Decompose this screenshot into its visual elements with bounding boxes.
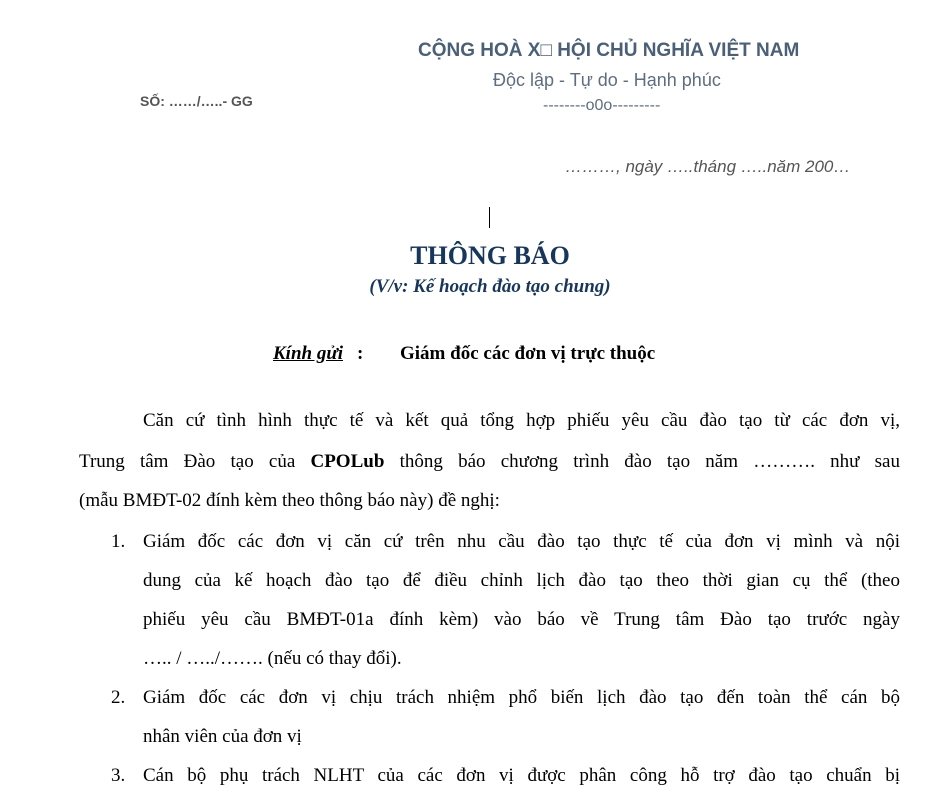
national-motto: Độc lập - Tự do - Hạnh phúc bbox=[493, 70, 721, 90]
document-subtitle: (V/v: Kế hoạch đào tạo chung) bbox=[369, 276, 611, 297]
list-item-line: Giám đốc các đơn vị căn cứ trên nhu cầu đào tạo thực tế của đơn vị mình và nội bbox=[143, 531, 900, 552]
list-item-line: Giám đốc các đơn vị chịu trách nhiệm phổ biến lịch đào tạo đến toàn thể cán bộ bbox=[143, 687, 900, 708]
list-item-line: nhân viên của đơn vị bbox=[143, 726, 302, 747]
date-line: ………, ngày …..tháng …..năm 200… bbox=[565, 157, 851, 176]
addressee-colon: : bbox=[357, 343, 364, 364]
list-item-line: ….. / …../……. (nếu có thay đổi). bbox=[143, 648, 402, 669]
list-item-line: Cán bộ phụ trách NLHT của các đơn vị được phân công hỗ trợ đào tạo chuẩn bị bbox=[143, 765, 900, 786]
company-name: CPOLub bbox=[310, 451, 385, 472]
list-item-line: phiếu yêu cầu BMĐT-01a đính kèm) vào báo về Trung tâm Đào tạo trước ngày bbox=[143, 609, 900, 630]
intro-line-1: Căn cứ tình hình thực tế và kết quả tổng hợp phiếu yêu cầu đào tạo từ các đơn vị, bbox=[143, 410, 900, 431]
addressee-recipient: Giám đốc các đơn vị trực thuộc bbox=[400, 343, 656, 364]
list-item-line: dung của kế hoạch đào tạo để điều chỉnh lịch đào tạo theo thời gian cụ thể (theo bbox=[143, 570, 900, 591]
intro-line-2-end: thông báo chương trình đào tạo năm ………. như sau bbox=[384, 451, 900, 472]
intro-line-2-start: Trung tâm Đào tạo của bbox=[79, 451, 311, 472]
header-separator: --------o0o--------- bbox=[543, 97, 661, 114]
list-item-number: 2. bbox=[111, 687, 126, 708]
intro-line-2 bbox=[79, 451, 900, 473]
text-cursor bbox=[489, 207, 490, 228]
list-item-number: 1. bbox=[111, 531, 126, 552]
list-item-number: 3. bbox=[111, 765, 126, 786]
document-title: THÔNG BÁO bbox=[410, 241, 570, 270]
addressee-label: Kính gửi bbox=[273, 343, 343, 364]
national-title: CỘNG HOÀ X□ HỘI CHỦ NGHĨA VIỆT NAM bbox=[418, 40, 800, 61]
document-number: SỐ: ……/…..- GG bbox=[140, 93, 253, 109]
intro-line-3: (mẫu BMĐT-02 đính kèm theo thông báo này) đề nghị: bbox=[79, 490, 500, 511]
